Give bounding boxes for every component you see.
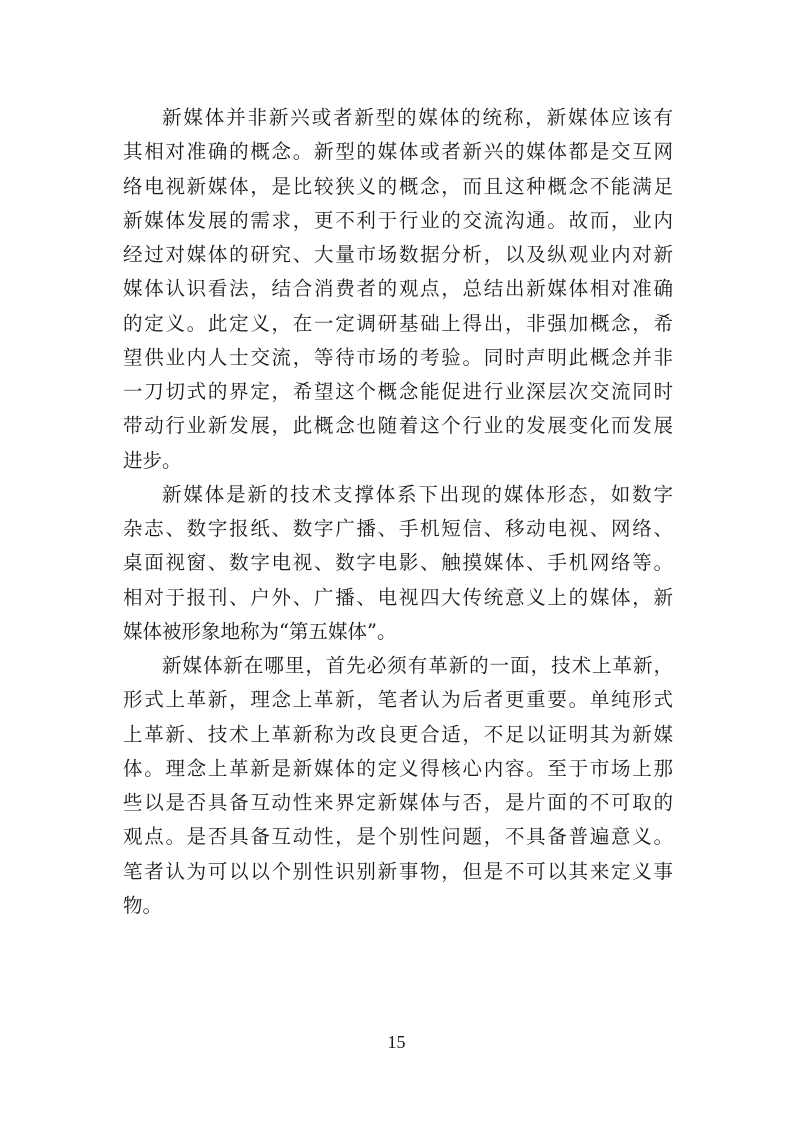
text-line: 新媒体新在哪里，首先必须有革新的一面，技术上革新， — [162, 654, 673, 677]
text-line: 经过对媒体的研究、大量市场数据分析，以及纵观业内对新 — [123, 243, 673, 266]
text-line: 络电视新媒体，是比较狭义的概念，而且这种概念不能满足 — [123, 174, 673, 198]
page-number: 15 — [387, 1032, 406, 1052]
paragraph — [123, 649, 673, 923]
text-line: 媒体被形象地称为“第五媒体”。 — [123, 619, 397, 643]
paragraph — [123, 478, 673, 649]
text-line: 桌面视窗、数字电视、数字电影、触摸媒体、手机网络等。 — [123, 551, 673, 575]
text-line: 媒体认识看法，结合消费者的观点，总结出新媒体相对准确 — [123, 277, 673, 301]
text-line: 形式上革新，理念上革新，笔者认为后者更重要。单纯形式 — [123, 688, 673, 712]
text-line: 带动行业新发展，此概念也随着这个行业的发展变化而发展 — [123, 414, 673, 438]
text-line: 望供业内人士交流，等待市场的考验。同时声明此概念并非 — [123, 345, 673, 369]
text-line: 其相对准确的概念。新型的媒体或者新兴的媒体都是交互网 — [123, 140, 673, 164]
text-line: 进步。 — [123, 448, 182, 472]
text-line: 体。理念上革新是新媒体的定义得核心内容。至于市场上那 — [123, 756, 673, 780]
text-line: 笔者认为可以以个别性识别新事物，但是不可以其来定义事 — [123, 859, 673, 883]
text-line: 上革新、技术上革新称为改良更合适，不足以证明其为新媒 — [123, 722, 673, 746]
text-line: 新媒体并非新兴或者新型的媒体的统称，新媒体应该有 — [162, 106, 673, 129]
text-line: 些以是否具备互动性来界定新媒体与否，是片面的不可取的 — [123, 791, 673, 814]
text-line: 相对于报刊、户外、广播、电视四大传统意义上的媒体，新 — [123, 585, 673, 609]
body-text — [123, 101, 673, 923]
text-line: 杂志、数字报纸、数字广播、手机短信、移动电视、网络、 — [123, 517, 673, 540]
paragraph — [123, 101, 673, 478]
text-line: 的定义。此定义，在一定调研基础上得出，非强加概念，希 — [123, 311, 673, 335]
text-line: 一刀切式的界定，希望这个概念能促进行业深层次交流同时 — [123, 380, 673, 403]
text-line: 物。 — [123, 893, 163, 917]
text-line: 新媒体是新的技术支撑体系下出现的媒体形态，如数字 — [162, 482, 673, 506]
text-line: 新媒体发展的需求，更不利于行业的交流沟通。故而，业内 — [123, 208, 673, 232]
text-line: 观点。是否具备互动性，是个别性问题，不具备普遍意义。 — [123, 825, 673, 849]
